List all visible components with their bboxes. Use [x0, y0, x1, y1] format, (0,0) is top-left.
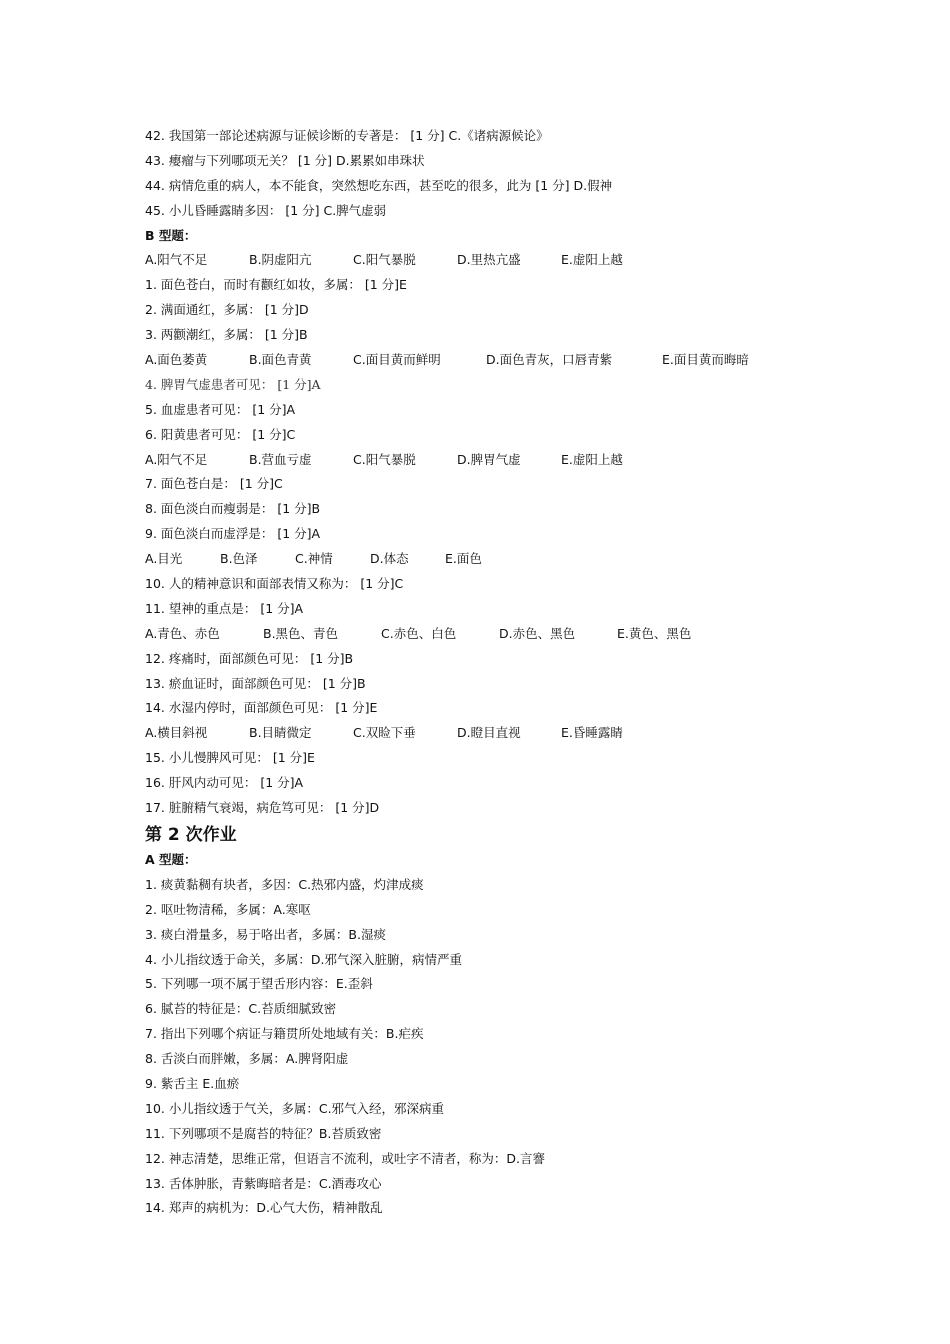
options-row-3: [145, 448, 845, 473]
question-b2: 2. 满面通红，多属： [1 分]D: [145, 302, 309, 318]
question-45: 45. 小儿昏睡露睛多因： [1 分] C.脾气虚弱: [145, 202, 387, 218]
option: C.面目黄而鲜明: [353, 352, 441, 368]
question-b15: 15. 小儿慢脾风可见： [1 分]E: [145, 750, 315, 766]
question-b10: 10. 人的精神意识和面部表情又称为： [1 分]C: [145, 576, 404, 592]
option: B.色泽: [220, 551, 258, 567]
a-type-header: A 型题：: [145, 851, 197, 867]
question-b7: 7. 面色苍白是： [1 分]C: [145, 476, 283, 492]
options-row-6: [145, 721, 845, 746]
option: D.脾胃气虚: [457, 451, 521, 467]
question-b8: 8. 面色淡白而瘦弱是： [1 分]B: [145, 501, 321, 517]
option: C.阳气暴脱: [353, 451, 416, 467]
hw2-question-12: 12. 神志清楚，思维正常，但语言不流利，或吐字不清者，称为：D.言謇: [145, 1150, 545, 1166]
hw2-question-13: 13. 舌体肿胀，青紫晦暗者是：C.酒毒攻心: [145, 1175, 382, 1191]
question-b16: 16. 肝风内动可见： [1 分]A: [145, 775, 304, 791]
option: D.赤色、黑色: [499, 625, 576, 641]
question-b9: 9. 面色淡白而虚浮是： [1 分]A: [145, 526, 321, 542]
option: E.面目黄而晦暗: [662, 352, 749, 368]
hw2-question-11: 11. 下列哪项不是腐苔的特征？B.苔质致密: [145, 1125, 382, 1141]
option: D.体态: [370, 551, 409, 567]
option: A.横目斜视: [145, 725, 208, 741]
hw2-question-3: 3. 痰白滑量多，易于咯出者，多属：B.湿痰: [145, 926, 386, 942]
option: A.阳气不足: [145, 252, 208, 268]
options-row-1: [145, 248, 845, 273]
question-b12: 12. 疼痛时，面部颜色可见： [1 分]B: [145, 650, 354, 666]
option: B.面色青黄: [249, 352, 312, 368]
question-b3: 3. 两颧潮红，多属： [1 分]B: [145, 327, 308, 343]
question-b4: 4. 脾胃气虚患者可见： [1 分]A: [145, 376, 321, 392]
hw2-question-7: 7. 指出下列哪个病证与籍贯所处地域有关：B.疟疾: [145, 1026, 424, 1042]
question-42: 42. 我国第一部论述病源与证候诊断的专著是： [1 分] C.《诸病源候论》: [145, 128, 549, 143]
question-b17: 17. 脏腑精气衰竭，病危笃可见： [1 分]D: [145, 800, 380, 816]
hw2-question-2: 2. 呕吐物清稀，多属：A.寒呕: [145, 901, 311, 917]
part2-items: [145, 873, 845, 1221]
hw2-question-8: 8. 舌淡白而胖嫩，多属：A.脾肾阳虚: [145, 1051, 349, 1067]
option: C.神情: [295, 551, 333, 567]
options-row-2: [145, 348, 845, 373]
question-43: 43. 瘿瘤与下列哪项无关？ [1 分] D.累累如串珠状: [145, 152, 425, 168]
option: A.阳气不足: [145, 451, 208, 467]
document-body: [145, 124, 845, 1221]
question-b5: 5. 血虚患者可见： [1 分]A: [145, 401, 296, 417]
option: A.面色萎黄: [145, 352, 208, 368]
option: D.面色青灰，口唇青紫: [486, 352, 613, 368]
option: A.青色、赤色: [145, 625, 220, 641]
option: B.黑色、青色: [263, 625, 339, 641]
part1-a-items: [145, 124, 845, 224]
question-b11: 11. 望神的重点是： [1 分]A: [145, 600, 304, 616]
option: D.里热亢盛: [457, 252, 521, 268]
question-b14: 14. 水湿内停时，面部颜色可见： [1 分]E: [145, 700, 378, 716]
options-row-4: [145, 547, 845, 572]
option: E.黄色、黑色: [617, 625, 692, 641]
option: B.目睛微定: [249, 725, 312, 741]
question-44: 44. 病情危重的病人，本不能食，突然想吃东西，甚至吃的很多，此为 [1 分] D.假神: [145, 177, 613, 193]
hw2-question-9: 9. 紫舌主 E.血瘀: [145, 1075, 240, 1091]
question-b1: 1. 面色苍白，而时有颧红如妆，多属： [1 分]E: [145, 277, 407, 293]
option: C.双睑下垂: [353, 725, 416, 741]
hw2-question-5: 5. 下列哪一项不属于望舌形内容：E.歪斜: [145, 976, 373, 992]
hw2-question-1: 1. 痰黄黏稠有块者，多因：C.热邪内盛，灼津成痰: [145, 876, 424, 892]
question-b13: 13. 瘀血证时，面部颜色可见： [1 分]B: [145, 675, 366, 691]
option: A.目光: [145, 551, 183, 567]
hw2-question-10: 10. 小儿指纹透于气关，多属：C.邪气入经，邪深病重: [145, 1100, 445, 1116]
hw2-question-4: 4. 小儿指纹透于命关，多属：D.邪气深入脏腑，病情严重: [145, 951, 462, 967]
hw2-question-14: 14. 郑声的病机为：D.心气大伤，精神散乱: [145, 1200, 383, 1216]
options-row-5: [145, 622, 845, 647]
option: C.赤色、白色: [381, 625, 457, 641]
option: E.面色: [445, 551, 482, 567]
section-title-homework-2: 第 2 次作业: [145, 824, 237, 845]
option: C.阳气暴脱: [353, 252, 416, 268]
question-b6: 6. 阳黄患者可见： [1 分]C: [145, 426, 296, 442]
option: E.虚阳上越: [561, 451, 623, 467]
option: D.瞪目直视: [457, 725, 521, 741]
option: E.虚阳上越: [561, 252, 623, 268]
option: B.阴虚阳亢: [249, 252, 312, 268]
b-type-header: B 型题：: [145, 227, 197, 243]
option: E.昏睡露睛: [561, 725, 623, 741]
option: B.营血亏虚: [249, 451, 312, 467]
hw2-question-6: 6. 腻苔的特征是：C.苔质细腻致密: [145, 1001, 337, 1017]
